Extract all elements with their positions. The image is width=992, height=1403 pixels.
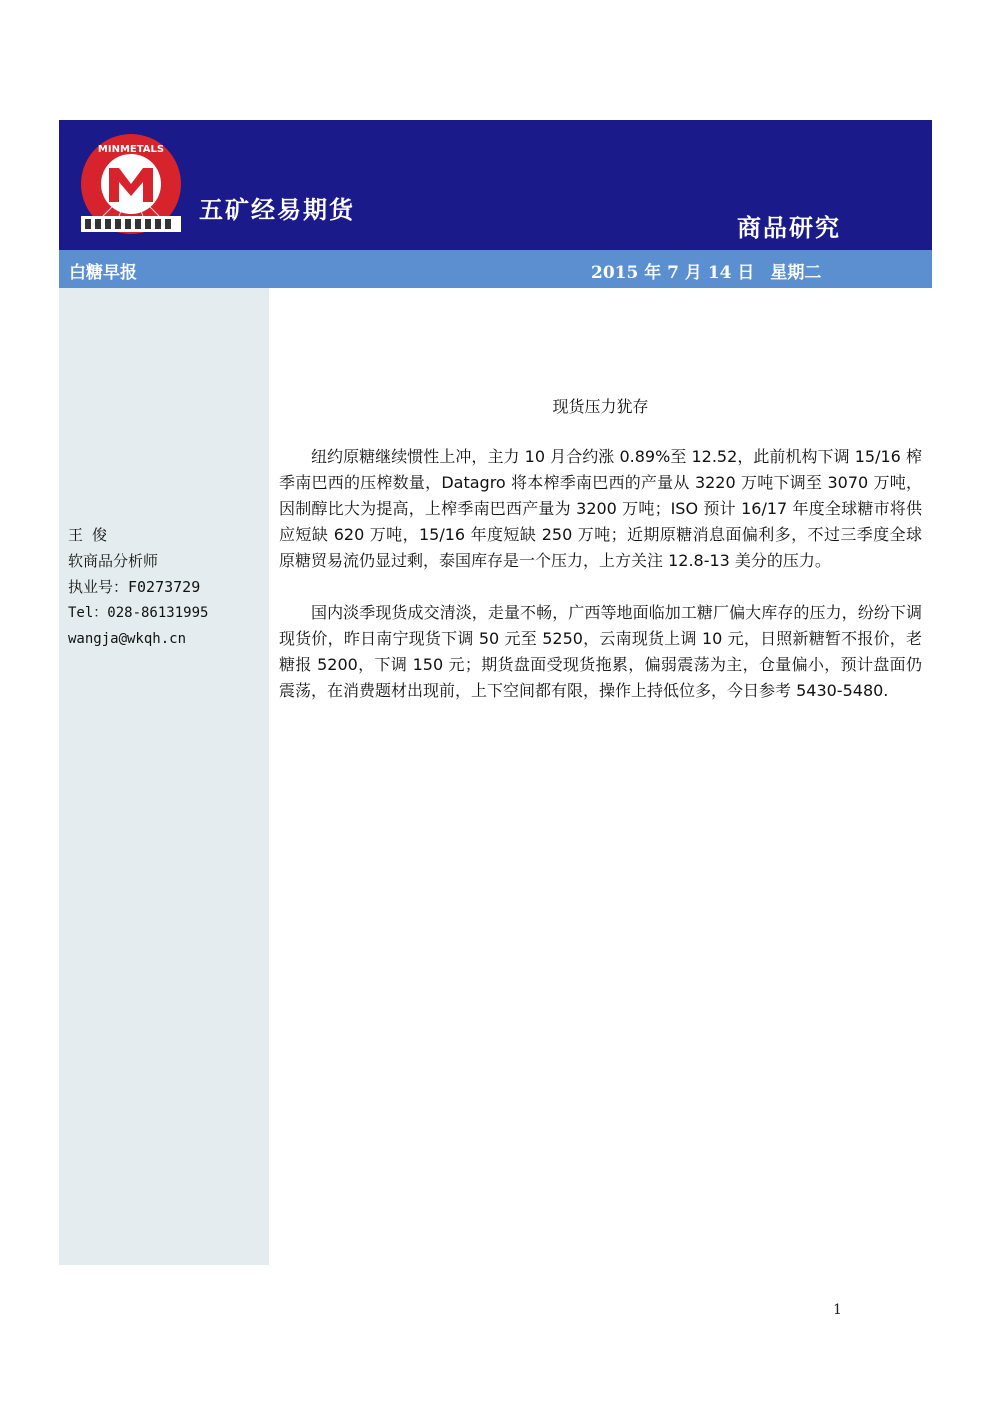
company-name: 五矿经易期货: [199, 196, 355, 224]
page-number: 1: [833, 1302, 842, 1318]
article-paragraph: 国内淡季现货成交清淡，走量不畅，广西等地面临加工糖厂偏大库存的压力，纷纷下调现货价，昨日南宁现货下调 50 元至 5250，云南现货上调 10 元，日照新糖暂不报价，老糖报 5200，下调 150 元；期货盘面受现货拖累，偏弱震荡为主，仓量偏小，预计盘面仍震荡，在消费题材出现前，上下空间都有限，操作上持低位多，今日参考 5430-5480.: [279, 603, 922, 700]
report-type: 白糖早报: [69, 263, 137, 283]
article-paragraph: 纽约原糖继续惯性上冲，主力 10 月合约涨 0.89%至 12.52，此前机构下调 15/16 榨季南巴西的压榨数量，Datagro 将本榨季南巴西的产量从 3220 万吨下调至 3070 万吨，因制醇比大为提高，上榨季南巴西产量为 3200 万吨；ISO 预计 16/17 年度全球糖市将供应短缺 620 万吨，15/16 年度短缺 250 万吨；近期原糖消息面偏利多，不过三季度全球原糖贸易流仍显过剩，泰国库存是一个压力，上方关注 12.8-13 美分的压力。: [279, 447, 922, 570]
author-title: 软商品分析师: [68, 552, 159, 570]
date-text: 2015 年 7 月 14 日: [591, 263, 755, 283]
report-subheader: [59, 250, 932, 288]
author-license: 执业号：F0273729: [68, 578, 201, 596]
report-date: [591, 258, 821, 283]
author-info: [68, 522, 208, 652]
author-email: wangja@wkqh.cn: [68, 631, 187, 647]
article-title: 现货压力犹存: [552, 397, 649, 416]
report-header: [59, 120, 932, 250]
author-phone: Tel：028-86131995: [68, 605, 209, 621]
svg-text:MINMETALS: MINMETALS: [97, 144, 165, 155]
article-body: [279, 395, 922, 730]
section-title: 商品研究: [737, 214, 841, 242]
minmetals-logo: [79, 132, 183, 236]
weekday-text: 星期二: [770, 263, 822, 283]
author-sidebar: [59, 288, 269, 1265]
author-name: 王 俊: [68, 526, 108, 544]
